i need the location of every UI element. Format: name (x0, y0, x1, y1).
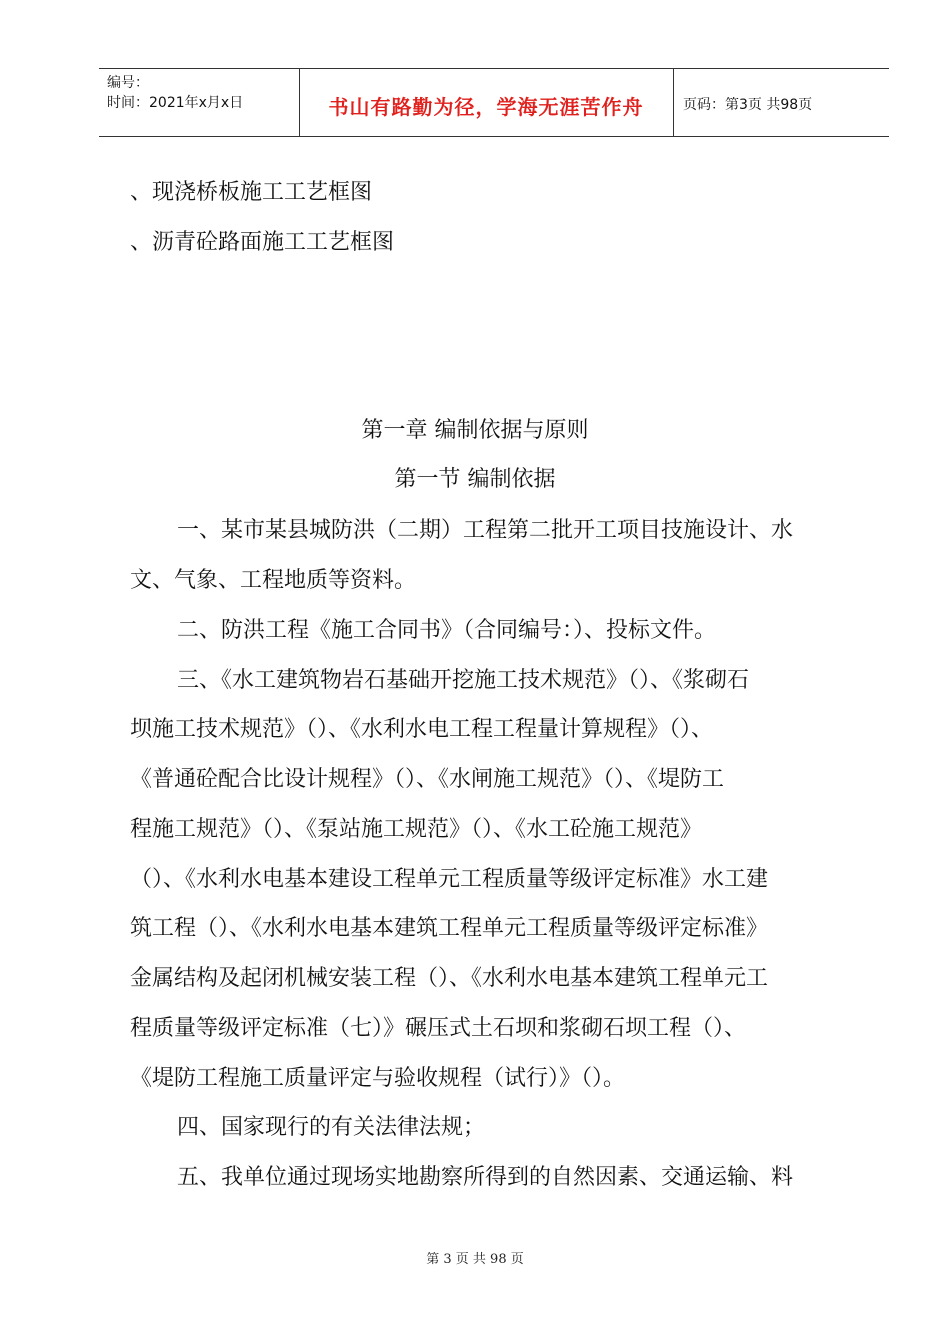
body-line: 五、我单位通过现场实地勘察所得到的自然因素、交通运输、料 (177, 1165, 794, 1190)
body-line: 程施工规范》（）、《泵站施工规范》（）、《水工砼施工规范》 (130, 817, 703, 842)
body-line: 坝施工技术规范》（）、《水利水电工程工程量计算规程》（）、 (130, 717, 714, 742)
page-header (99, 68, 889, 137)
body-line: 文、气象、工程地质等资料。 (130, 568, 417, 593)
header-divider (673, 69, 674, 136)
body-line: 四、国家现行的有关法律法规； (177, 1115, 486, 1140)
body-line: 《堤防工程施工质量评定与验收规程（试行）》（）。 (130, 1066, 626, 1091)
header-meta (107, 73, 243, 113)
section-title: 第一节 编制依据 (394, 467, 556, 492)
toc-item: 、现浇桥板施工工艺框图 (130, 180, 373, 205)
number-label: 编号： (107, 75, 149, 91)
body-line: 一、某市某县城防洪（二期）工程第二批开工项目技施设计、水 (177, 518, 794, 543)
body-line: 筑工程（）、《水利水电基本建筑工程单元工程质量等级评定标准》 (130, 916, 769, 941)
chapter-title: 第一章 编制依据与原则 (361, 418, 589, 443)
toc-item: 、沥青砼路面施工工艺框图 (130, 230, 395, 255)
page-footer: 第 3 页 共 98 页 (426, 1252, 524, 1267)
time-label: 时间：2021年x月x日 (107, 95, 244, 111)
body-line: 金属结构及起闭机械安装工程（）、《水利水电基本建筑工程单元工 (130, 966, 769, 991)
body-line: 三、《水工建筑物岩石基础开挖施工技术规范》（）、《浆砌石 (177, 668, 750, 693)
header-motto: 书山有路勤为径，学海无涯苦作舟 (328, 95, 644, 119)
body-line: （）、《水利水电基本建设工程单元工程质量等级评定标准》水工建 (130, 867, 769, 892)
body-line: 《普通砼配合比设计规程》（）、《水闸施工规范》（）、《堤防工 (130, 767, 725, 792)
body-line: 二、防洪工程《施工合同书》（合同编号：）、投标文件。 (177, 618, 717, 643)
header-page-info: 页码：第3页 共98页 (683, 97, 813, 113)
body-line: 程质量等级评定标准（七）》碾压式土石坝和浆砌石坝工程（）、 (130, 1016, 747, 1041)
